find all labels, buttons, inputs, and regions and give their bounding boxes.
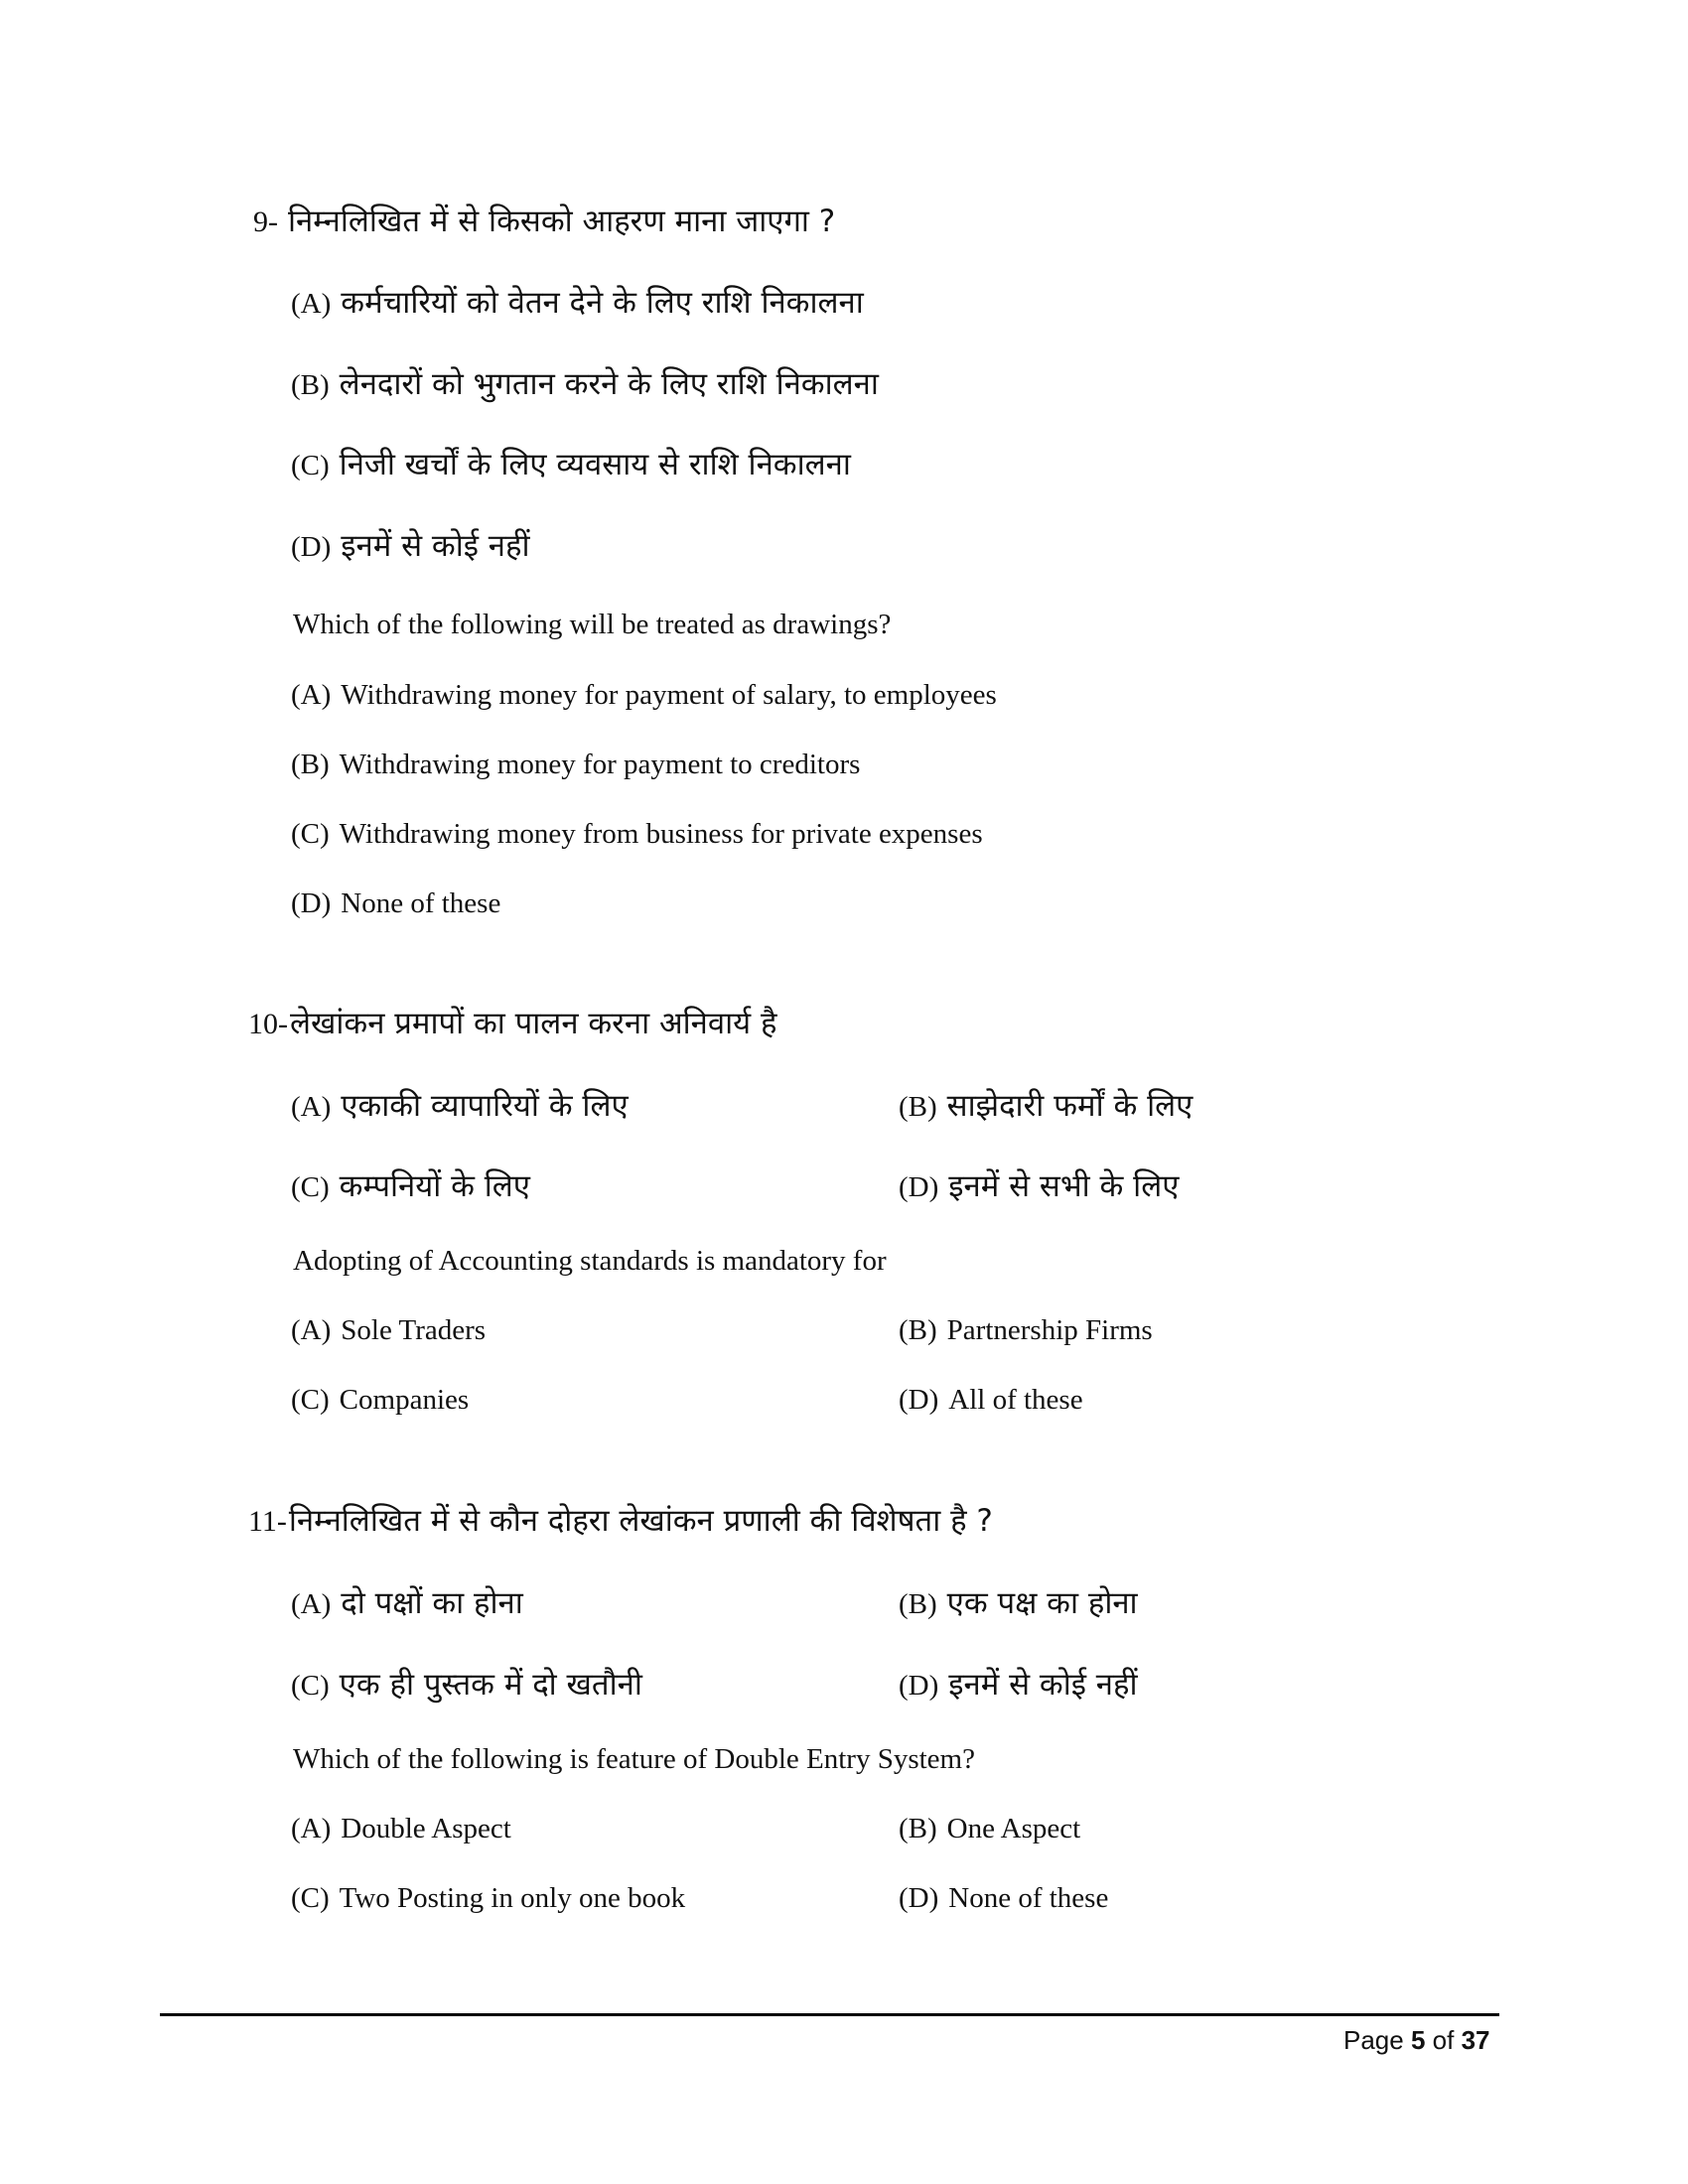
q11-english-option-b: (B) One Aspect (899, 1813, 1081, 1844)
q11-hindi-option-d: (D) इनमें से कोई नहीं (899, 1667, 1138, 1703)
q9-hindi-option-b: (B) लेनदारों को भुगतान करने के लिए राशि निकालना (291, 366, 879, 402)
question-10-english: Adopting of Accounting standards is mandatory for (293, 1245, 887, 1277)
question-text: निम्नलिखित में से कौन दोहरा लेखांकन प्रणाली की विशेषता है ? (288, 1503, 993, 1539)
q9-english-option-d: (D) None of these (291, 887, 501, 919)
q9-hindi-option-a: (A) कर्मचारियों को वेतन देने के लिए राशि निकालना (291, 285, 864, 321)
current-page: 5 (1410, 2025, 1426, 2055)
question-number: 9- (253, 205, 278, 238)
q10-english-option-c: (C) Companies (291, 1384, 470, 1416)
question-11-hindi (248, 1503, 993, 1539)
q9-english-option-c: (C) Withdrawing money from business for private expenses (291, 818, 983, 850)
q10-english-option-d: (D) All of these (899, 1384, 1083, 1416)
q10-hindi-option-c: (C) कम्पनियों के लिए (291, 1168, 530, 1204)
question-number: 10- (248, 1008, 288, 1040)
question-9-hindi (253, 206, 835, 237)
q11-english-option-c: (C) Two Posting in only one book (291, 1882, 686, 1914)
q9-hindi-option-c: (C) निजी खर्चों के लिए व्यवसाय से राशि निकालना (291, 447, 851, 482)
footer-divider (160, 2013, 1499, 2016)
q11-english-option-d: (D) None of these (899, 1882, 1109, 1914)
q10-hindi-option-d: (D) इनमें से सभी के लिए (899, 1168, 1180, 1204)
q9-hindi-option-d: (D) इनमें से कोई नहीं (291, 528, 530, 564)
question-text: लेखांकन प्रमापों का पालन करना अनिवार्य है (290, 1006, 777, 1041)
q11-hindi-option-b: (B) एक पक्ष का होना (899, 1585, 1138, 1621)
question-11-english: Which of the following is feature of Double Entry System? (293, 1743, 975, 1775)
q10-english-option-b: (B) Partnership Firms (899, 1314, 1153, 1346)
q10-hindi-option-a: (A) एकाकी व्यापारियों के लिए (291, 1088, 629, 1124)
question-text: निम्नलिखित में से किसको आहरण माना जाएगा ? (288, 204, 836, 239)
page-number: Page 5 of 37 (1343, 2025, 1490, 2055)
q9-english-option-a: (A) Withdrawing money for payment of salary, to employees (291, 679, 997, 711)
q10-hindi-option-b: (B) साझेदारी फर्मों के लिए (899, 1088, 1194, 1124)
q11-hindi-option-a: (A) दो पक्षों का होना (291, 1585, 523, 1621)
q11-hindi-option-c: (C) एक ही पुस्तक में दो खतौनी (291, 1667, 642, 1703)
q10-english-option-a: (A) Sole Traders (291, 1314, 487, 1346)
question-number: 11- (248, 1505, 287, 1538)
q11-english-option-a: (A) Double Aspect (291, 1813, 511, 1844)
question-10-hindi (248, 1006, 777, 1041)
total-pages: 37 (1461, 2025, 1490, 2055)
q9-english-option-b: (B) Withdrawing money for payment to creditors (291, 749, 861, 780)
question-9-english: Which of the following will be treated as drawings? (293, 609, 892, 640)
